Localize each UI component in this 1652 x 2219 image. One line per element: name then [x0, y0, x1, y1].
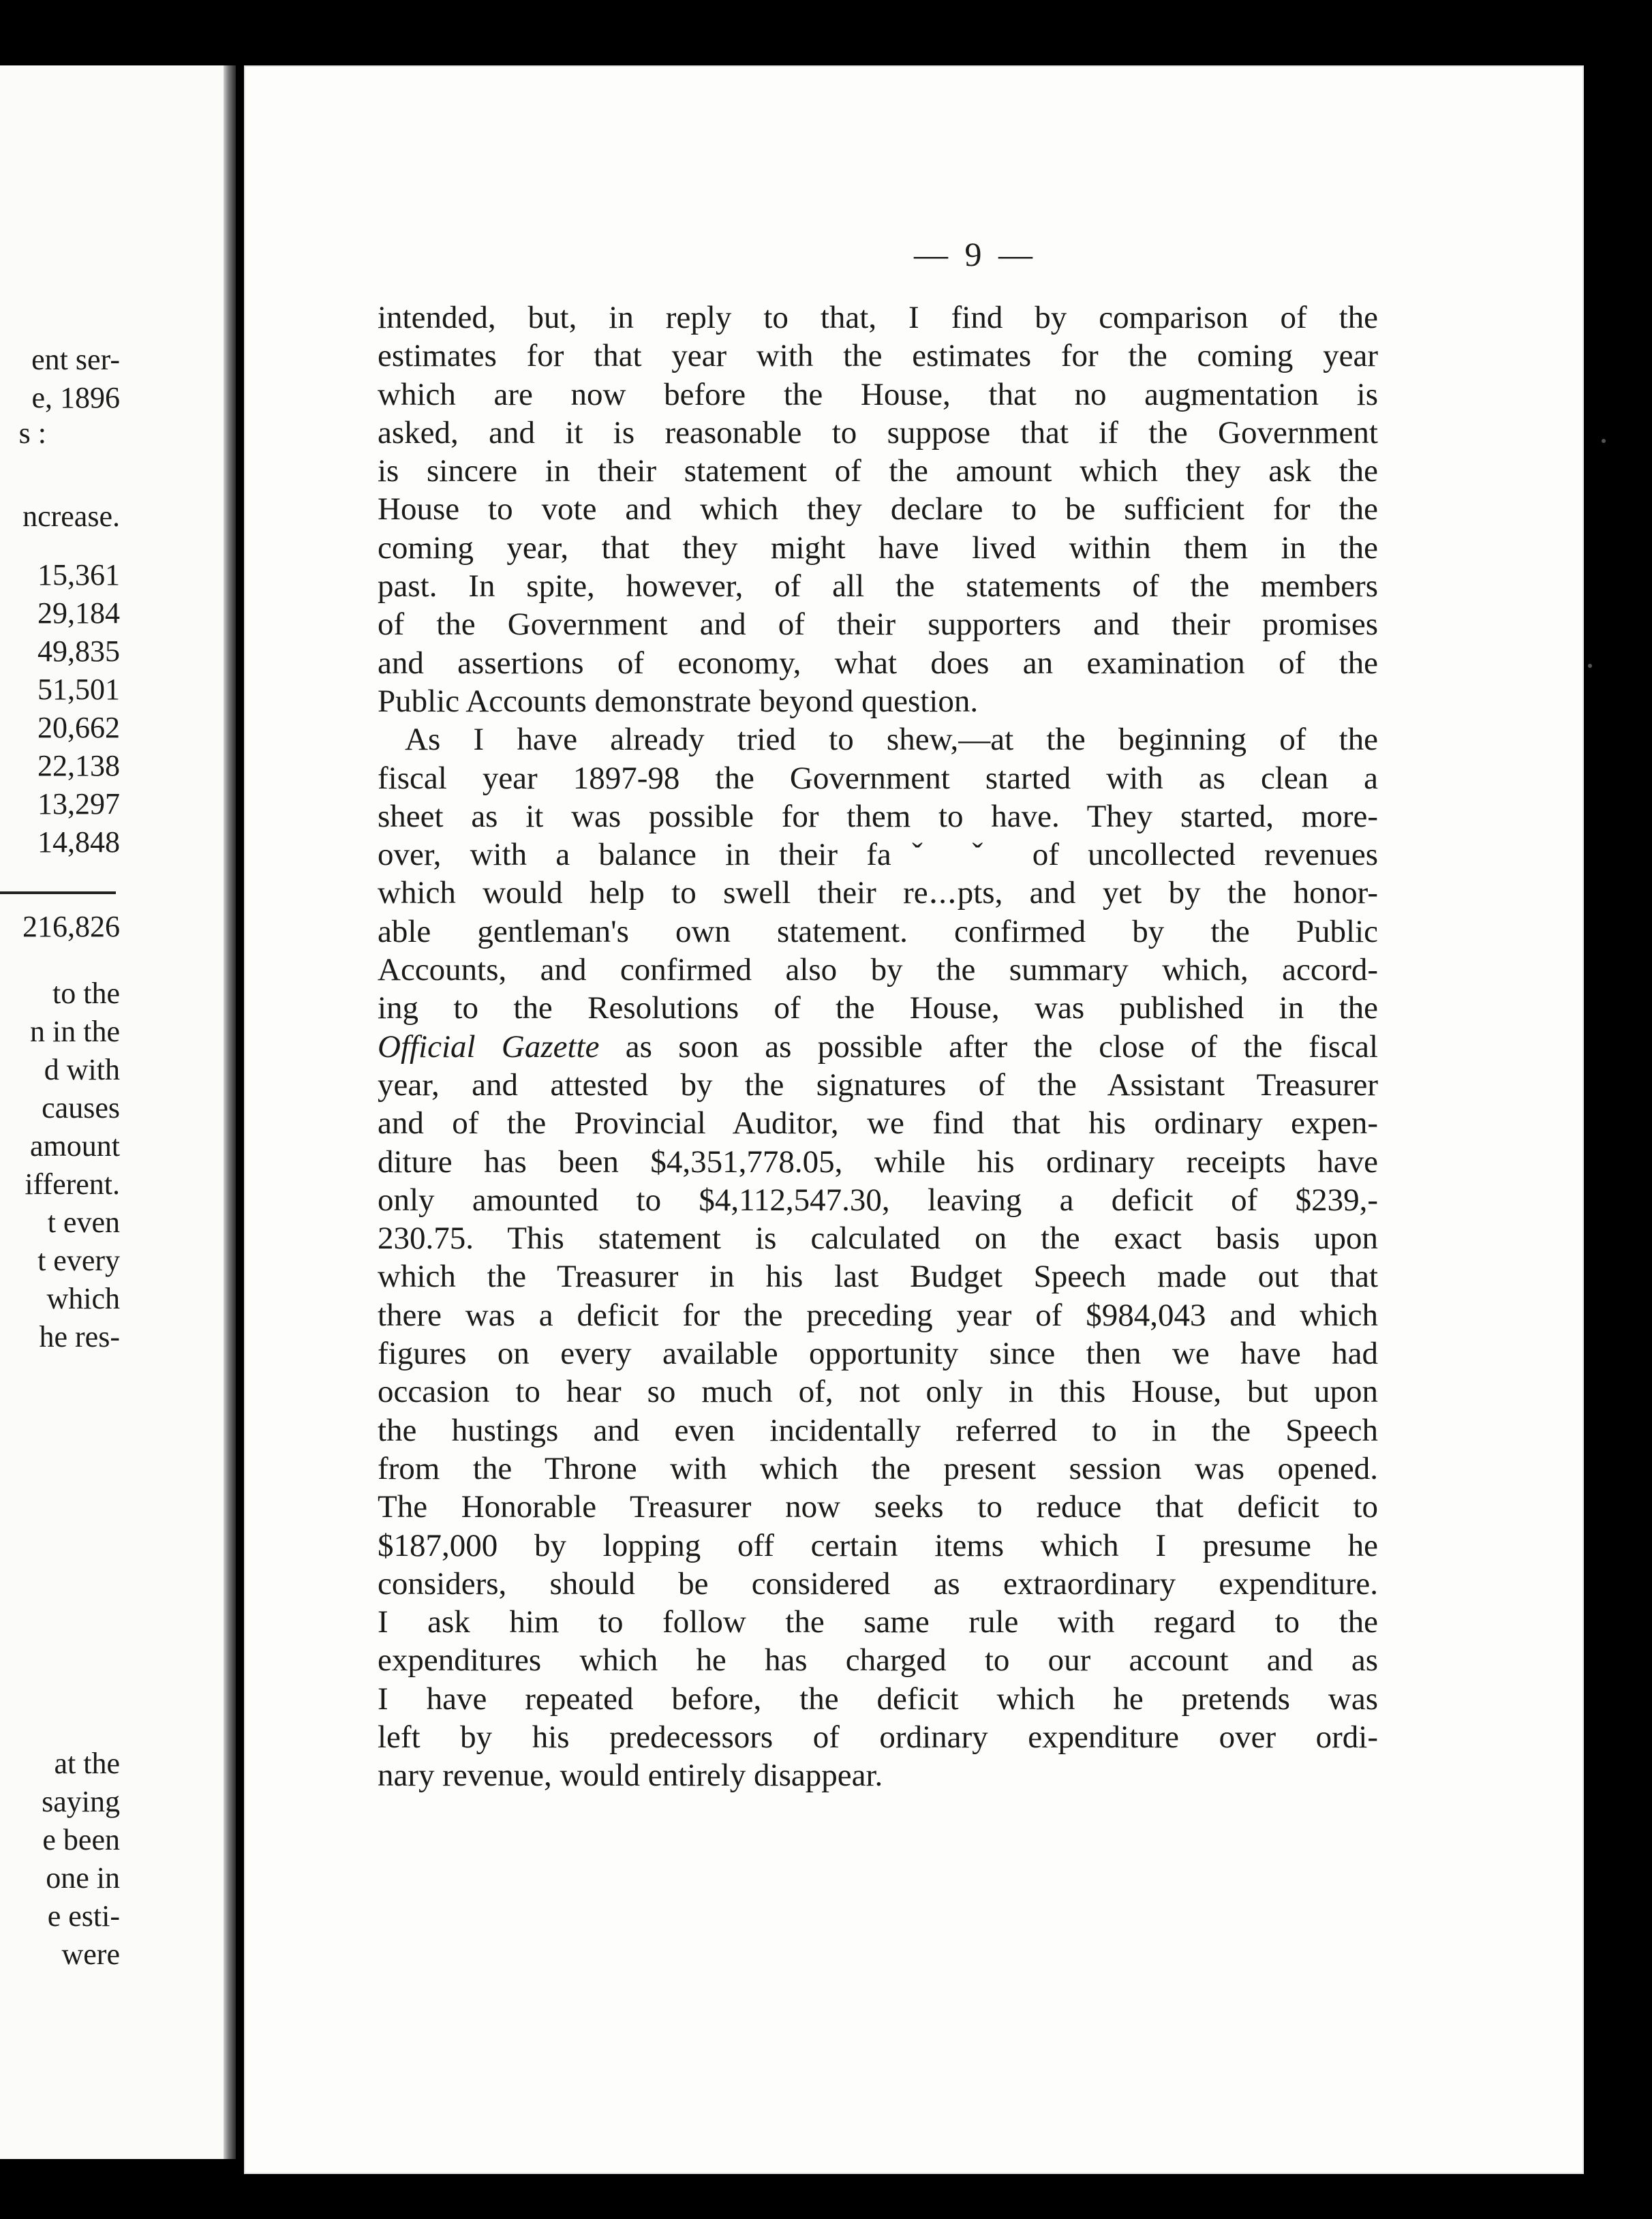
text-line: and assertions of economy, what does an examination of the — [378, 645, 1378, 681]
text-line: sheet as it was possible for them to have. They started, more- — [378, 798, 1378, 834]
scan-speck — [1602, 439, 1606, 443]
prev-page-line: to the — [52, 977, 120, 1010]
prev-page-line: d with — [44, 1053, 120, 1086]
prev-page-line: t even — [47, 1206, 120, 1239]
text-line: only amounted to $4,112,547.30, leaving a deficit of $239,- — [378, 1182, 1378, 1218]
text-line: is sincere in their statement of the amount which they ask the — [378, 453, 1378, 489]
text-line: I ask him to follow the same rule with regard to the — [378, 1604, 1378, 1640]
text-line: asked, and it is reasonable to suppose that if the Government — [378, 414, 1378, 450]
text-line: which are now before the House, that no augmentation is — [378, 376, 1378, 412]
prev-page-line: 15,361 — [37, 558, 120, 592]
scan-speck — [1588, 664, 1592, 668]
text-line: coming year, that they might have lived within them in the — [378, 530, 1378, 566]
text-line: occasion to hear so much of, not only in this House, but upon — [378, 1374, 1378, 1410]
prev-page-line: n in the — [30, 1015, 120, 1048]
text-line: Public Accounts demonstrate beyond question. — [378, 683, 979, 719]
prev-page-line: saying — [42, 1785, 120, 1818]
text-line: the hustings and even incidentally referred to in the Speech — [378, 1412, 1378, 1448]
text-line: I have repeated before, the deficit which he pretends was — [378, 1681, 1378, 1717]
prev-page-line: were — [61, 1938, 120, 1971]
text-line: from the Throne with which the present session was opened. — [378, 1450, 1378, 1486]
text-line: House to vote and which they declare to be sufficient for the — [378, 491, 1378, 527]
text-line: year, and attested by the signatures of the Assistant Treasurer — [378, 1067, 1378, 1103]
sum-rule — [0, 891, 116, 894]
prev-page-line: 20,662 — [37, 711, 120, 744]
prev-page-line: e, 1896 — [31, 381, 120, 414]
prev-page-line: ncrease. — [22, 500, 120, 533]
prev-page-line: ent ser- — [31, 343, 120, 376]
prev-page-line: which — [46, 1282, 120, 1315]
text-line: As I have already tried to shew,—at the beginning of the — [405, 722, 1378, 758]
text-line: and of the Provincial Auditor, we find that his ordinary expen- — [378, 1105, 1378, 1142]
prev-page-line: 29,184 — [37, 596, 120, 630]
prev-page-line: 22,138 — [37, 749, 120, 782]
prev-page-line: 14,848 — [37, 825, 120, 859]
text-line: fiscal year 1897-98 the Government started with as clean a — [378, 760, 1378, 796]
prev-page-line: causes — [42, 1091, 120, 1124]
prev-page-line: at the — [54, 1747, 120, 1780]
prev-page-line: e been — [42, 1823, 120, 1856]
prev-page-line: t every — [37, 1244, 120, 1277]
book-gutter — [224, 65, 236, 2159]
text-line: nary revenue, would entirely disappear. — [378, 1758, 883, 1794]
prev-page-line: 49,835 — [37, 634, 120, 668]
text-line: which the Treasurer in his last Budget Speech made out that — [378, 1259, 1378, 1295]
prev-page-line: 13,297 — [37, 787, 120, 821]
document-page — [244, 65, 1584, 2174]
gazette-rest: as soon as possible after the close of the fiscal — [599, 1028, 1378, 1065]
gazette-title: Official Gazette — [378, 1028, 600, 1065]
prev-page-line: 51,501 — [37, 673, 120, 706]
prev-page-line: e esti- — [47, 1899, 120, 1933]
text-line: 230.75. This statement is calculated on the exact basis upon — [378, 1221, 1378, 1257]
text-line: there was a deficit for the preceding year of $984,043 and which — [378, 1297, 1378, 1333]
text-line: of the Government and of their supporters and their promises — [378, 607, 1378, 643]
text-line: $187,000 by lopping off certain items which I presume he — [378, 1527, 1378, 1563]
text-line: figures on every available opportunity since then we have had — [378, 1336, 1378, 1372]
text-line: intended, but, in reply to that, I find by comparison of the — [378, 300, 1378, 335]
text-line: past. In spite, however, of all the statements of the members — [378, 568, 1378, 605]
text-line: able gentleman's own statement. confirmed by the Public — [378, 913, 1378, 949]
text-line: considers, should be considered as extraordinary expenditure. — [378, 1565, 1378, 1602]
text-line: diture has been $4,351,778.05, while his ordinary receipts have — [378, 1144, 1378, 1180]
prev-page-line: 216,826 — [22, 910, 120, 943]
previous-page-fragment — [0, 65, 224, 2159]
text-line-gazette — [378, 1028, 1378, 1066]
text-line: The Honorable Treasurer now seeks to reduce that deficit to — [378, 1489, 1378, 1525]
prev-page-line: one in — [46, 1861, 120, 1895]
text-line: Accounts, and confirmed also by the summary which, accord- — [378, 952, 1378, 988]
page-number: — 9 — — [914, 235, 1037, 273]
prev-page-line: he res- — [39, 1320, 120, 1353]
body-text — [378, 299, 1378, 1795]
text-line: which would help to swell their re․.․pts, and yet by the honor- — [378, 875, 1378, 911]
text-line: expenditures which he has charged to our account and as — [378, 1642, 1378, 1679]
text-line: ing to the Resolutions of the House, was published in the — [378, 990, 1378, 1026]
text-line: left by his predecessors of ordinary expenditure over ordi- — [378, 1719, 1378, 1755]
prev-page-line: ifferent. — [25, 1167, 120, 1201]
text-line: estimates for that year with the estimates for the coming year — [378, 338, 1378, 374]
text-line: over, with a balance in their faˇ ˇ of uncollected revenues — [378, 837, 1378, 873]
prev-page-line: s : — [18, 416, 46, 450]
prev-page-line: amount — [30, 1129, 120, 1163]
